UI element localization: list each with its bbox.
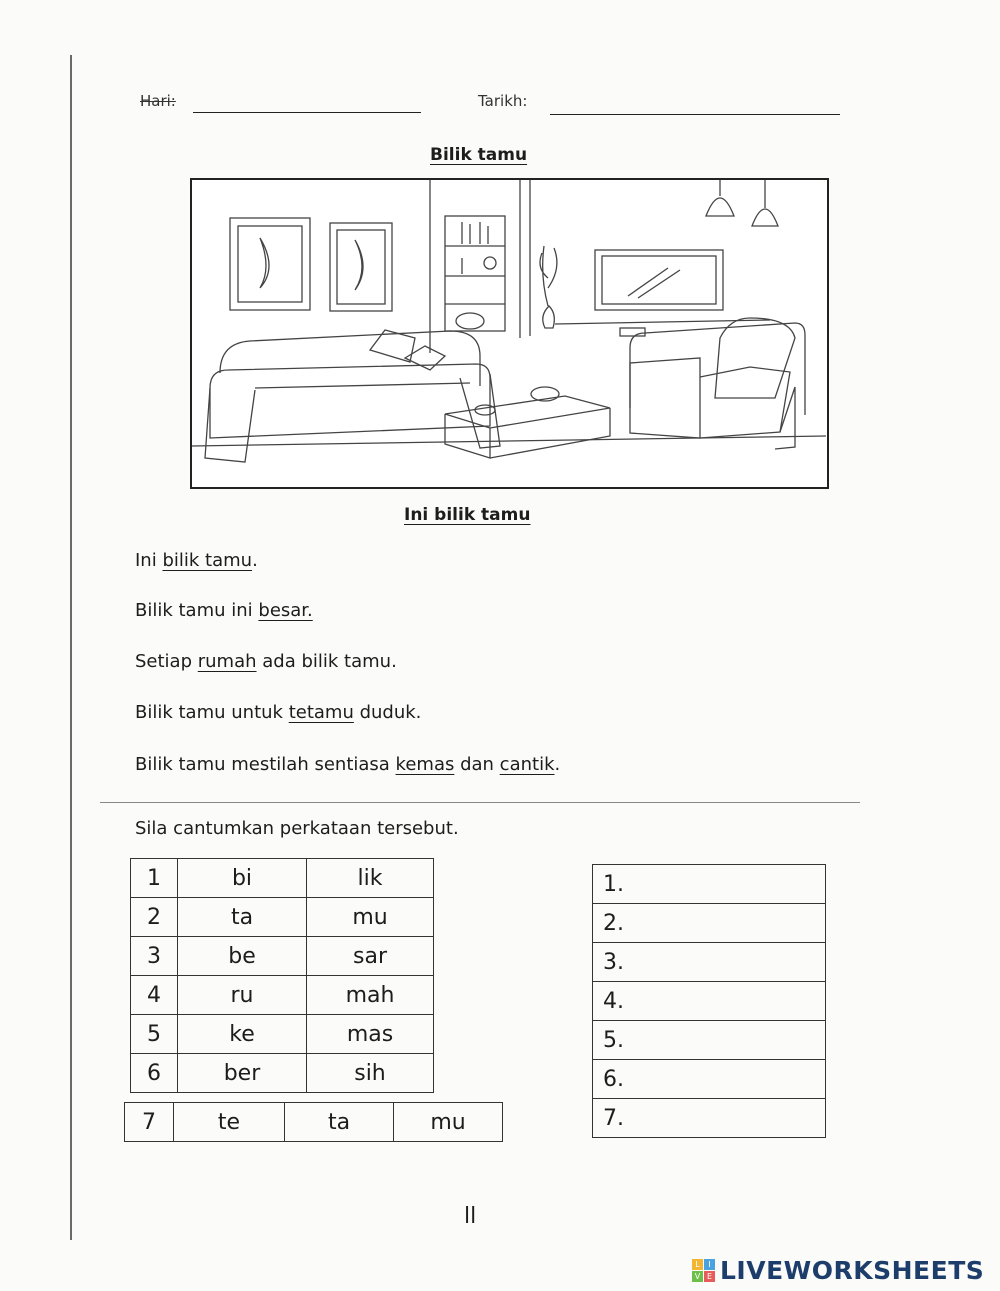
keyword: tetamu bbox=[288, 702, 354, 723]
answer-row bbox=[593, 1060, 826, 1099]
answer-row bbox=[593, 904, 826, 943]
syllable[interactable]: sih bbox=[307, 1054, 434, 1093]
sentence-text: ada bilik tamu. bbox=[256, 651, 397, 672]
keyword: cantik bbox=[499, 754, 555, 775]
syllable[interactable]: ber bbox=[178, 1054, 307, 1093]
keyword: bilik tamu bbox=[162, 550, 253, 571]
row-number: 5 bbox=[131, 1015, 178, 1054]
table-row bbox=[131, 937, 434, 976]
reading-title: Ini bilik tamu bbox=[404, 505, 531, 525]
syllable[interactable]: mah bbox=[307, 976, 434, 1015]
syllable[interactable]: sar bbox=[307, 937, 434, 976]
answer-field[interactable]: 1. bbox=[593, 865, 826, 904]
table-row bbox=[131, 1015, 434, 1054]
sentence-4 bbox=[135, 702, 421, 723]
row-number: 1 bbox=[131, 859, 178, 898]
table-row bbox=[131, 976, 434, 1015]
sentence-text: Bilik tamu mestilah sentiasa bbox=[135, 754, 396, 775]
logo-tile: I bbox=[704, 1259, 715, 1270]
syllable[interactable]: mas bbox=[307, 1015, 434, 1054]
row-number: 3 bbox=[131, 937, 178, 976]
table-row bbox=[131, 898, 434, 937]
liveworksheets-logo bbox=[692, 1256, 984, 1285]
syllable[interactable]: bi bbox=[178, 859, 307, 898]
sentence-text: Setiap bbox=[135, 651, 198, 672]
living-room-drawing bbox=[190, 178, 830, 490]
sentence-3 bbox=[135, 651, 397, 672]
row-number: 6 bbox=[131, 1054, 178, 1093]
brand-name: LIVEWORKSHEETS bbox=[720, 1256, 985, 1285]
logo-icon bbox=[692, 1259, 715, 1282]
sentence-text: Bilik tamu ini bbox=[135, 600, 259, 621]
sentence-2 bbox=[135, 600, 313, 621]
keyword: besar. bbox=[258, 600, 313, 621]
table-row bbox=[131, 1054, 434, 1093]
table-row bbox=[125, 1103, 503, 1142]
answer-row bbox=[593, 1099, 826, 1138]
answer-row bbox=[593, 982, 826, 1021]
date-field[interactable] bbox=[550, 114, 840, 115]
answer-row bbox=[593, 1021, 826, 1060]
answer-row bbox=[593, 943, 826, 982]
logo-tile: E bbox=[704, 1271, 715, 1282]
syllable[interactable]: be bbox=[178, 937, 307, 976]
sentence-text: . bbox=[554, 754, 561, 775]
syllable[interactable]: ru bbox=[178, 976, 307, 1015]
row-number: 2 bbox=[131, 898, 178, 937]
sentence-5 bbox=[135, 754, 560, 775]
picture-title: Bilik tamu bbox=[430, 145, 528, 165]
syllable[interactable]: te bbox=[174, 1103, 285, 1142]
sentence-1 bbox=[135, 550, 258, 571]
day-label: Hari: bbox=[140, 92, 176, 110]
day-field[interactable] bbox=[193, 112, 421, 113]
sentence-text: Bilik tamu untuk bbox=[135, 702, 289, 723]
date-label: Tarikh: bbox=[478, 92, 528, 110]
sentence-text: . bbox=[252, 550, 258, 571]
syllable-table-row-7 bbox=[124, 1102, 503, 1142]
answer-field[interactable]: 2. bbox=[593, 904, 826, 943]
margin-line bbox=[70, 55, 72, 1240]
living-room-illustration bbox=[190, 178, 830, 494]
sentence-text: Ini bbox=[135, 550, 163, 571]
table-row bbox=[131, 859, 434, 898]
answer-field[interactable]: 6. bbox=[593, 1060, 826, 1099]
answer-row bbox=[593, 865, 826, 904]
sentence-text: duduk. bbox=[353, 702, 422, 723]
row-number: 4 bbox=[131, 976, 178, 1015]
answer-field[interactable]: 7. bbox=[593, 1099, 826, 1138]
row-number: 7 bbox=[125, 1103, 174, 1142]
keyword: kemas bbox=[395, 754, 455, 775]
syllable-table bbox=[130, 858, 434, 1093]
logo-tile: V bbox=[692, 1271, 703, 1282]
answer-field[interactable]: 5. bbox=[593, 1021, 826, 1060]
syllable[interactable]: ta bbox=[285, 1103, 394, 1142]
keyword: rumah bbox=[197, 651, 257, 672]
syllable[interactable]: ta bbox=[178, 898, 307, 937]
syllable[interactable]: ke bbox=[178, 1015, 307, 1054]
syllable[interactable]: lik bbox=[307, 859, 434, 898]
logo-tile: L bbox=[692, 1259, 703, 1270]
answer-table bbox=[592, 864, 826, 1138]
instruction: Sila cantumkan perkataan tersebut. bbox=[135, 818, 459, 839]
syllable[interactable]: mu bbox=[394, 1103, 503, 1142]
answer-field[interactable]: 4. bbox=[593, 982, 826, 1021]
divider bbox=[100, 802, 860, 803]
answer-field[interactable]: 3. bbox=[593, 943, 826, 982]
page-number: ll bbox=[464, 1204, 477, 1229]
sentence-text: dan bbox=[454, 754, 500, 775]
syllable[interactable]: mu bbox=[307, 898, 434, 937]
